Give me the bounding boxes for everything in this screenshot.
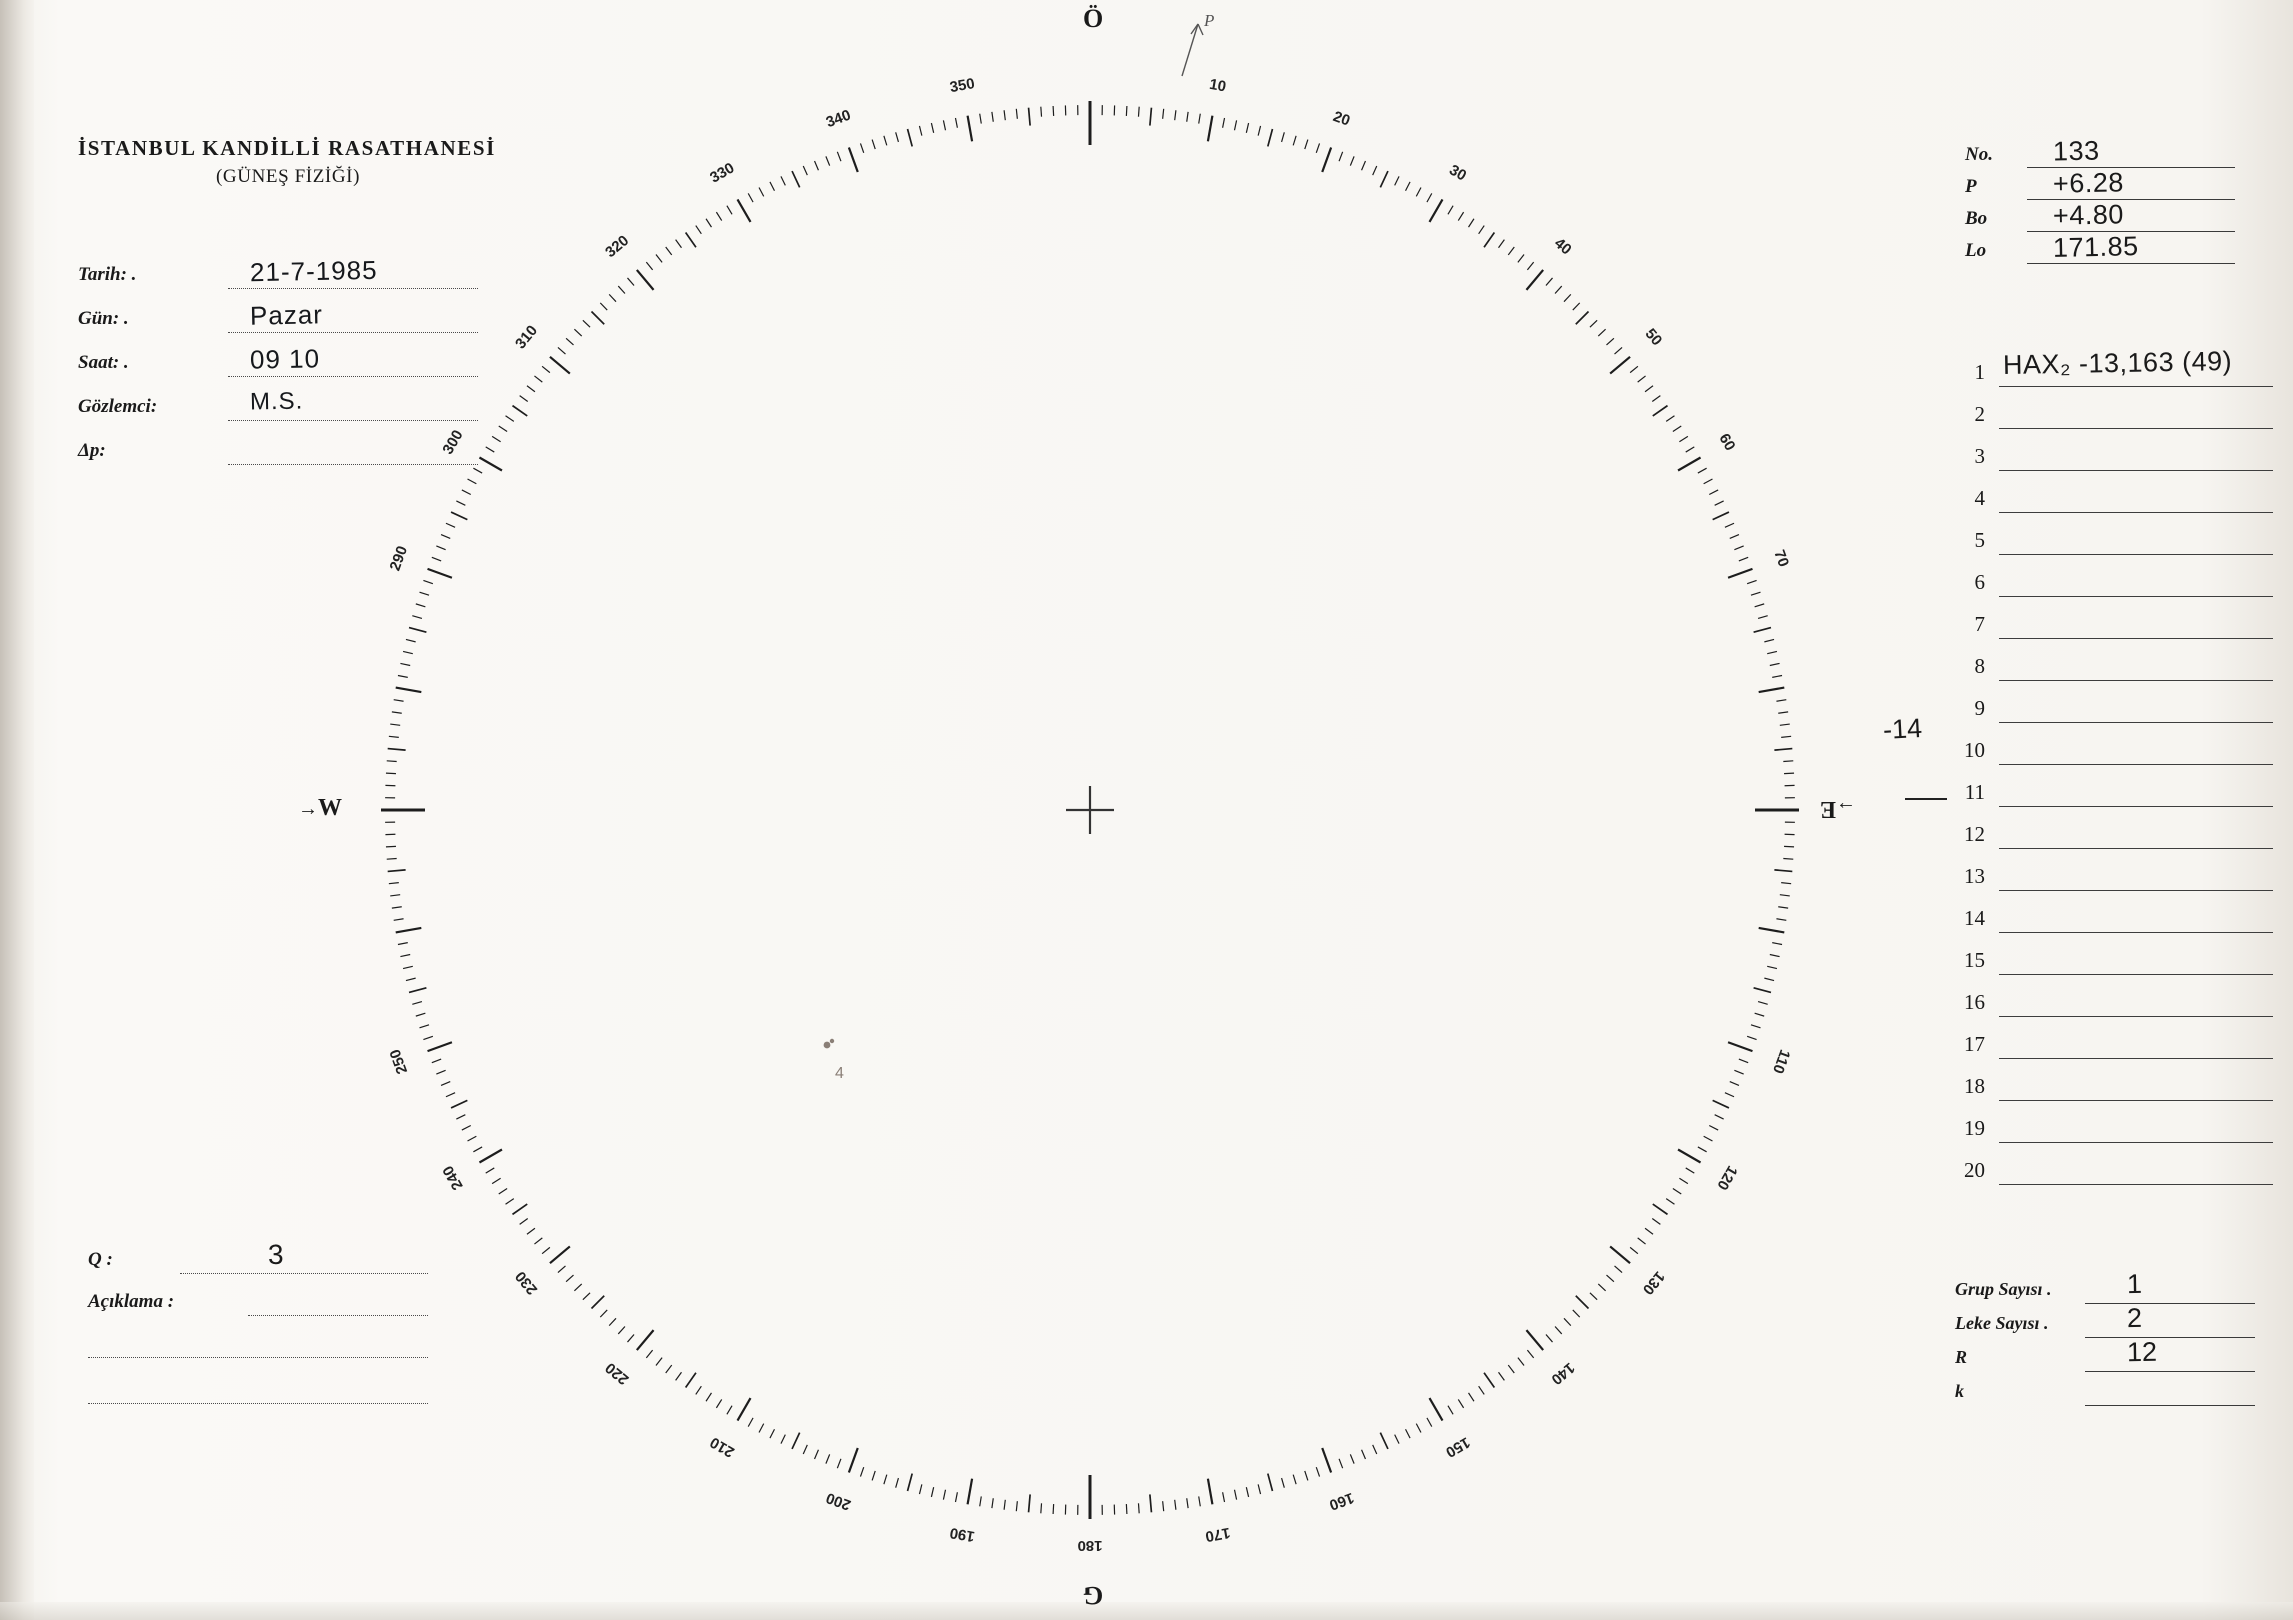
param-p-label: P bbox=[1965, 176, 1977, 197]
param-lo-label: Lo bbox=[1965, 240, 1987, 261]
measurement-row[interactable] bbox=[1955, 982, 2255, 1024]
degree-label-140: 140 bbox=[1547, 1358, 1578, 1389]
field-time-label: Saat: . bbox=[78, 352, 129, 373]
row-rule bbox=[1999, 1016, 2273, 1017]
p-marker-label: P bbox=[1204, 11, 1215, 30]
degree-label-190: 190 bbox=[948, 1523, 977, 1545]
row-number: 19 bbox=[1964, 1116, 1985, 1140]
summary-spot-count-value: 2 bbox=[2126, 1302, 2143, 1334]
sunspot-label: 4 bbox=[835, 1065, 844, 1082]
field-day-value: Pazar bbox=[249, 299, 324, 331]
row-number: 8 bbox=[1974, 654, 1985, 678]
field-date-value: 21-7-1985 bbox=[249, 254, 378, 288]
measurement-row[interactable] bbox=[1955, 1066, 2255, 1108]
degree-label-290: 290 bbox=[386, 543, 412, 574]
quality-row[interactable] bbox=[88, 1238, 428, 1287]
row-number: 7 bbox=[1974, 612, 1985, 636]
measurement-row[interactable] bbox=[1955, 898, 2255, 940]
measurement-row[interactable] bbox=[1955, 604, 2255, 646]
cardinal-bottom: G bbox=[1083, 1581, 1104, 1610]
note-label: Açıklama : bbox=[88, 1291, 175, 1312]
row-number: 5 bbox=[1974, 528, 1985, 552]
summary-r-rule bbox=[2085, 1371, 2255, 1372]
row-rule bbox=[1999, 764, 2273, 765]
measurement-row[interactable] bbox=[1955, 436, 2255, 478]
measurement-row[interactable] bbox=[1955, 772, 2255, 814]
row-number: 6 bbox=[1974, 570, 1985, 594]
row-number: 13 bbox=[1964, 864, 1985, 888]
row-rule bbox=[1999, 890, 2273, 891]
department-subtitle: (GÜNEŞ FİZİĞİ) bbox=[216, 166, 361, 187]
param-no-label: No. bbox=[1965, 144, 1993, 165]
degree-label-340: 340 bbox=[823, 106, 854, 132]
row-rule bbox=[1999, 680, 2273, 681]
degree-label-120: 120 bbox=[1713, 1162, 1741, 1193]
summary-k[interactable] bbox=[1955, 1377, 2245, 1411]
param-lo[interactable] bbox=[1965, 231, 2235, 268]
row-rule bbox=[1999, 554, 2273, 555]
degree-label-200: 200 bbox=[823, 1488, 854, 1514]
row-number: 10 bbox=[1964, 738, 1985, 762]
field-observer-value: M.S. bbox=[249, 387, 304, 416]
row-rule bbox=[1999, 806, 2273, 807]
row-number: 18 bbox=[1964, 1074, 1985, 1098]
quality-label: Q : bbox=[88, 1249, 113, 1270]
param-p-value: +6.28 bbox=[2052, 167, 2125, 199]
row-rule bbox=[1999, 1100, 2273, 1101]
center-cross bbox=[1066, 786, 1114, 834]
summary-r-value: 12 bbox=[2126, 1336, 2158, 1368]
field-delta-p-label: Δp: bbox=[78, 440, 106, 461]
quality-block bbox=[88, 1238, 428, 1421]
field-observer-label: Gözlemci: bbox=[78, 396, 158, 417]
degree-label-220: 220 bbox=[602, 1358, 633, 1389]
row-rule bbox=[1999, 974, 2273, 975]
row-11-dash-annotation bbox=[1905, 798, 1947, 800]
degree-label-50: 50 bbox=[1641, 325, 1666, 350]
degree-label-110: 110 bbox=[1769, 1047, 1794, 1076]
measurement-row[interactable] bbox=[1955, 1024, 2255, 1066]
measurement-row[interactable] bbox=[1955, 520, 2255, 562]
row-rule bbox=[1999, 470, 2273, 471]
measurement-row[interactable] bbox=[1955, 646, 2255, 688]
param-no-value: 133 bbox=[2052, 135, 2100, 167]
summary-spot-count-label: Leke Sayısı . bbox=[1955, 1313, 2049, 1333]
degree-label-250: 250 bbox=[386, 1046, 412, 1077]
degree-label-330: 330 bbox=[707, 159, 738, 187]
p-direction-marker bbox=[1182, 11, 1214, 76]
solar-disc-svg[interactable] bbox=[380, 10, 1800, 1610]
note-line-2[interactable] bbox=[88, 1329, 428, 1375]
degree-label-310: 310 bbox=[511, 322, 542, 353]
row-rule bbox=[1999, 386, 2273, 387]
row-rule bbox=[1999, 428, 2273, 429]
measurement-row[interactable] bbox=[1955, 856, 2255, 898]
quality-value: 3 bbox=[267, 1238, 284, 1271]
row-value: HAX₂ -13,163 (49) bbox=[2002, 346, 2233, 380]
institution-title: İSTANBUL KANDİLLİ RASATHANESİ bbox=[78, 136, 496, 160]
row-number: 15 bbox=[1964, 948, 1985, 972]
measurement-row[interactable] bbox=[1955, 814, 2255, 856]
measurement-row[interactable] bbox=[1955, 1150, 2255, 1192]
degree-label-350: 350 bbox=[948, 75, 977, 97]
summary-r[interactable] bbox=[1955, 1336, 2245, 1377]
summary-spot-count-rule bbox=[2085, 1337, 2255, 1338]
param-bo-label: Bo bbox=[1965, 208, 1988, 229]
note-line-3[interactable] bbox=[88, 1375, 428, 1421]
measurement-row[interactable] bbox=[1955, 688, 2255, 730]
row-number: 12 bbox=[1964, 822, 1985, 846]
row-number: 11 bbox=[1964, 780, 1985, 804]
row-rule bbox=[1999, 1058, 2273, 1059]
field-time-value: 09 10 bbox=[249, 343, 321, 375]
summary-group-count-value: 1 bbox=[2126, 1268, 2143, 1300]
degree-label-210: 210 bbox=[707, 1433, 738, 1461]
scan-left-edge bbox=[0, 0, 34, 1620]
degree-label-160: 160 bbox=[1326, 1488, 1357, 1514]
degree-label-60: 60 bbox=[1715, 430, 1739, 454]
degree-label-40: 40 bbox=[1550, 234, 1575, 259]
summary-group-count[interactable] bbox=[1955, 1268, 2245, 1309]
row-rule bbox=[1999, 1142, 2273, 1143]
degree-label-70: 70 bbox=[1770, 547, 1793, 570]
measurement-row[interactable] bbox=[1955, 730, 2255, 772]
row-rule bbox=[1999, 596, 2273, 597]
measurement-row[interactable] bbox=[1955, 562, 2255, 604]
row-number: 16 bbox=[1964, 990, 1985, 1014]
row-rule bbox=[1999, 722, 2273, 723]
param-lo-value: 171.85 bbox=[2052, 231, 2139, 263]
degree-label-180: 180 bbox=[1077, 1537, 1103, 1555]
solar-parameters-table bbox=[1965, 135, 2235, 268]
row-rule bbox=[1999, 638, 2273, 639]
row-number: 17 bbox=[1964, 1032, 1985, 1056]
row-number: 3 bbox=[1974, 444, 1985, 468]
degree-label-170: 170 bbox=[1203, 1523, 1232, 1545]
row-rule bbox=[1999, 848, 2273, 849]
field-date-label: Tarih: . bbox=[78, 264, 137, 285]
measurement-row[interactable] bbox=[1955, 940, 2255, 982]
row-number: 20 bbox=[1964, 1158, 1985, 1182]
degree-label-230: 230 bbox=[511, 1267, 542, 1298]
row-number: 1 bbox=[1974, 360, 1985, 384]
summary-spot-count[interactable] bbox=[1955, 1302, 2245, 1343]
cardinal-top: Ö bbox=[1083, 4, 1104, 33]
sunspot-group bbox=[824, 1039, 844, 1082]
row-number: 9 bbox=[1974, 696, 1985, 720]
summary-r-label: R bbox=[1955, 1347, 1968, 1367]
summary-group-count-label: Grup Sayısı . bbox=[1955, 1279, 2052, 1299]
cardinal-west: →W bbox=[298, 795, 342, 821]
degree-label-300: 300 bbox=[439, 427, 467, 458]
measurement-list bbox=[1882, 346, 2255, 1192]
summary-k-label: k bbox=[1955, 1381, 1964, 1401]
row-number: 4 bbox=[1974, 486, 1985, 510]
row-number: 14 bbox=[1964, 906, 1985, 930]
row-rule bbox=[1999, 932, 2273, 933]
degree-label-320: 320 bbox=[602, 231, 633, 262]
degree-label-150: 150 bbox=[1442, 1433, 1473, 1461]
side-annotation-14: -14 bbox=[1882, 712, 1923, 746]
degree-label-30: 30 bbox=[1446, 161, 1470, 185]
field-day-label: Gün: . bbox=[78, 308, 129, 329]
row-rule bbox=[1999, 512, 2273, 513]
measurement-row[interactable] bbox=[1955, 346, 2255, 394]
degree-label-10: 10 bbox=[1208, 75, 1228, 96]
measurement-row[interactable] bbox=[1955, 478, 2255, 520]
param-bo-value: +4.80 bbox=[2052, 199, 2125, 231]
summary-table bbox=[1955, 1268, 2245, 1411]
measurement-row[interactable] bbox=[1955, 394, 2255, 436]
row-number: 2 bbox=[1974, 402, 1985, 426]
degree-label-20: 20 bbox=[1330, 107, 1353, 130]
degree-label-240: 240 bbox=[439, 1162, 467, 1193]
summary-group-count-rule bbox=[2085, 1303, 2255, 1304]
degree-label-130: 130 bbox=[1638, 1267, 1669, 1298]
cardinal-east: →E bbox=[1820, 796, 1857, 822]
summary-k-rule bbox=[2085, 1405, 2255, 1406]
measurement-row[interactable] bbox=[1955, 1108, 2255, 1150]
row-rule bbox=[1999, 1184, 2273, 1185]
note-row[interactable] bbox=[88, 1287, 428, 1329]
